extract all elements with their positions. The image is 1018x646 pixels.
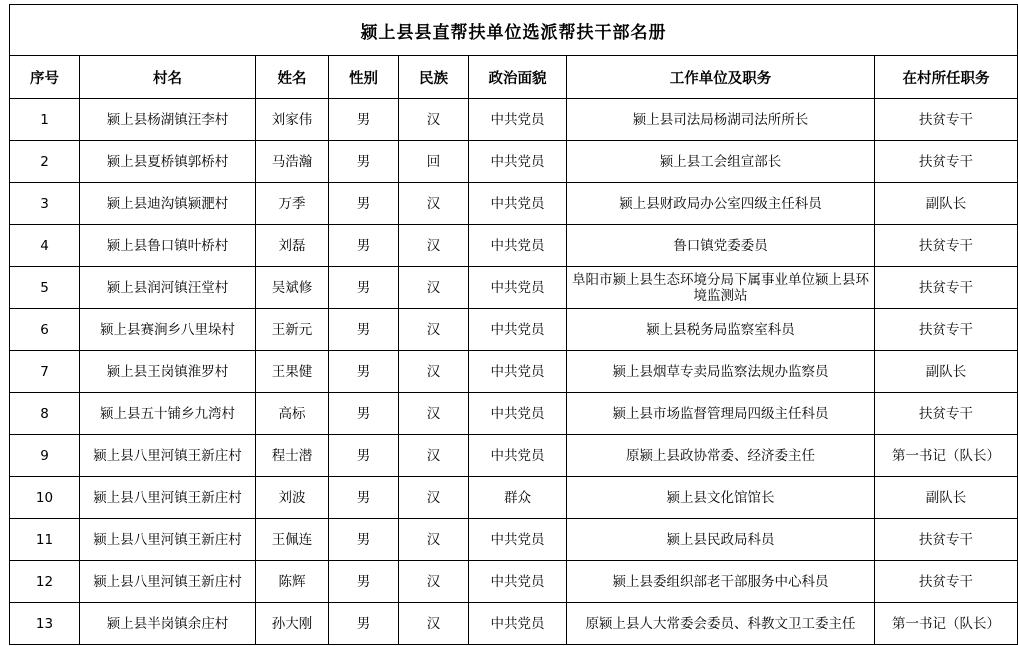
cell-village: 颍上县杨湖镇汪李村 bbox=[80, 99, 256, 141]
cell-ethnicity: 汉 bbox=[399, 435, 469, 477]
cell-gender: 男 bbox=[329, 393, 399, 435]
cell-village-role: 扶贫专干 bbox=[875, 309, 1018, 351]
cell-work-unit: 颍上县财政局办公室四级主任科员 bbox=[567, 183, 875, 225]
table-row bbox=[10, 141, 1018, 183]
header-ethnicity: 民族 bbox=[399, 56, 469, 99]
cell-ethnicity: 汉 bbox=[399, 309, 469, 351]
table-row bbox=[10, 561, 1018, 603]
cell-village: 颍上县迪沟镇颍淝村 bbox=[80, 183, 256, 225]
cell-gender: 男 bbox=[329, 435, 399, 477]
cell-index: 2 bbox=[10, 141, 80, 183]
cell-name: 马浩瀚 bbox=[256, 141, 329, 183]
cell-village-role: 扶贫专干 bbox=[875, 393, 1018, 435]
cell-village-role: 扶贫专干 bbox=[875, 141, 1018, 183]
header-row bbox=[10, 56, 1018, 99]
cell-village: 颍上县赛涧乡八里垛村 bbox=[80, 309, 256, 351]
header-gender: 性别 bbox=[329, 56, 399, 99]
cell-index: 6 bbox=[10, 309, 80, 351]
cell-village-role: 扶贫专干 bbox=[875, 99, 1018, 141]
cell-name: 吴斌修 bbox=[256, 267, 329, 309]
cell-ethnicity: 汉 bbox=[399, 267, 469, 309]
header-village-role: 在村所任职务 bbox=[875, 56, 1018, 99]
cell-work-unit: 鲁口镇党委委员 bbox=[567, 225, 875, 267]
header-index: 序号 bbox=[10, 56, 80, 99]
cell-ethnicity: 汉 bbox=[399, 561, 469, 603]
cell-index: 9 bbox=[10, 435, 80, 477]
cell-ethnicity: 汉 bbox=[399, 519, 469, 561]
cell-village: 颍上县八里河镇王新庄村 bbox=[80, 477, 256, 519]
header-name: 姓名 bbox=[256, 56, 329, 99]
cell-gender: 男 bbox=[329, 183, 399, 225]
cell-village: 颍上县王岗镇淮罗村 bbox=[80, 351, 256, 393]
cell-gender: 男 bbox=[329, 99, 399, 141]
title-row bbox=[10, 5, 1018, 56]
cell-gender: 男 bbox=[329, 225, 399, 267]
cell-index: 13 bbox=[10, 603, 80, 645]
cell-political-status: 中共党员 bbox=[469, 561, 567, 603]
table-row bbox=[10, 351, 1018, 393]
cell-work-unit: 颍上县税务局监察室科员 bbox=[567, 309, 875, 351]
header-village: 村名 bbox=[80, 56, 256, 99]
cell-work-unit: 阜阳市颍上县生态环境分局下属事业单位颍上县环境监测站 bbox=[567, 267, 875, 309]
cell-work-unit: 颍上县委组织部老干部服务中心科员 bbox=[567, 561, 875, 603]
cell-gender: 男 bbox=[329, 351, 399, 393]
cell-village: 颍上县八里河镇王新庄村 bbox=[80, 435, 256, 477]
cell-index: 7 bbox=[10, 351, 80, 393]
cell-work-unit: 原颍上县人大常委会委员、科教文卫工委主任 bbox=[567, 603, 875, 645]
cell-name: 刘磊 bbox=[256, 225, 329, 267]
cell-political-status: 中共党员 bbox=[469, 519, 567, 561]
cell-name: 王果健 bbox=[256, 351, 329, 393]
cell-village: 颍上县润河镇汪堂村 bbox=[80, 267, 256, 309]
cell-political-status: 中共党员 bbox=[469, 99, 567, 141]
cell-work-unit: 颍上县烟草专卖局监察法规办监察员 bbox=[567, 351, 875, 393]
table-row bbox=[10, 519, 1018, 561]
cell-index: 12 bbox=[10, 561, 80, 603]
cell-political-status: 中共党员 bbox=[469, 435, 567, 477]
cell-name: 刘波 bbox=[256, 477, 329, 519]
cell-name: 孙大刚 bbox=[256, 603, 329, 645]
cell-village: 颍上县夏桥镇郭桥村 bbox=[80, 141, 256, 183]
cell-village-role: 扶贫专干 bbox=[875, 225, 1018, 267]
table-row bbox=[10, 183, 1018, 225]
cadre-roster-table bbox=[9, 4, 1018, 645]
cell-village-role: 扶贫专干 bbox=[875, 561, 1018, 603]
cell-village-role: 副队长 bbox=[875, 477, 1018, 519]
table-row bbox=[10, 267, 1018, 309]
cell-work-unit: 颍上县文化馆馆长 bbox=[567, 477, 875, 519]
cell-ethnicity: 汉 bbox=[399, 183, 469, 225]
cell-political-status: 中共党员 bbox=[469, 309, 567, 351]
cell-index: 8 bbox=[10, 393, 80, 435]
cell-gender: 男 bbox=[329, 477, 399, 519]
cell-work-unit: 颍上县市场监督管理局四级主任科员 bbox=[567, 393, 875, 435]
cell-political-status: 中共党员 bbox=[469, 225, 567, 267]
cell-political-status: 中共党员 bbox=[469, 267, 567, 309]
cell-political-status: 中共党员 bbox=[469, 603, 567, 645]
cell-village-role: 第一书记（队长） bbox=[875, 603, 1018, 645]
cell-name: 王新元 bbox=[256, 309, 329, 351]
cell-ethnicity: 汉 bbox=[399, 393, 469, 435]
cell-political-status: 中共党员 bbox=[469, 141, 567, 183]
cell-ethnicity: 汉 bbox=[399, 351, 469, 393]
cell-ethnicity: 汉 bbox=[399, 99, 469, 141]
cell-name: 程士潜 bbox=[256, 435, 329, 477]
table-row bbox=[10, 393, 1018, 435]
cell-village-role: 扶贫专干 bbox=[875, 267, 1018, 309]
cell-work-unit: 颍上县民政局科员 bbox=[567, 519, 875, 561]
cell-village: 颍上县五十铺乡九湾村 bbox=[80, 393, 256, 435]
cell-index: 5 bbox=[10, 267, 80, 309]
cell-name: 高标 bbox=[256, 393, 329, 435]
cell-gender: 男 bbox=[329, 561, 399, 603]
cell-village: 颍上县鲁口镇叶桥村 bbox=[80, 225, 256, 267]
cell-ethnicity: 汉 bbox=[399, 603, 469, 645]
table-row bbox=[10, 435, 1018, 477]
table-row bbox=[10, 99, 1018, 141]
cell-index: 1 bbox=[10, 99, 80, 141]
cell-gender: 男 bbox=[329, 603, 399, 645]
cell-gender: 男 bbox=[329, 141, 399, 183]
cell-work-unit: 颍上县司法局杨湖司法所所长 bbox=[567, 99, 875, 141]
cell-gender: 男 bbox=[329, 309, 399, 351]
cell-village: 颍上县八里河镇王新庄村 bbox=[80, 561, 256, 603]
cell-name: 刘家伟 bbox=[256, 99, 329, 141]
cell-village-role: 副队长 bbox=[875, 183, 1018, 225]
header-political-status: 政治面貌 bbox=[469, 56, 567, 99]
cell-name: 万季 bbox=[256, 183, 329, 225]
cell-index: 11 bbox=[10, 519, 80, 561]
cell-name: 王佩连 bbox=[256, 519, 329, 561]
cell-ethnicity: 汉 bbox=[399, 225, 469, 267]
cell-political-status: 中共党员 bbox=[469, 183, 567, 225]
cell-ethnicity: 汉 bbox=[399, 477, 469, 519]
table-row bbox=[10, 477, 1018, 519]
cell-village: 颍上县半岗镇余庄村 bbox=[80, 603, 256, 645]
cell-village: 颍上县八里河镇王新庄村 bbox=[80, 519, 256, 561]
cell-index: 4 bbox=[10, 225, 80, 267]
cell-village-role: 副队长 bbox=[875, 351, 1018, 393]
cell-index: 10 bbox=[10, 477, 80, 519]
cell-gender: 男 bbox=[329, 267, 399, 309]
header-work-unit: 工作单位及职务 bbox=[567, 56, 875, 99]
table-row bbox=[10, 309, 1018, 351]
table-body bbox=[10, 99, 1018, 645]
cell-political-status: 中共党员 bbox=[469, 351, 567, 393]
cell-name: 陈辉 bbox=[256, 561, 329, 603]
table-row bbox=[10, 603, 1018, 645]
cell-village-role: 扶贫专干 bbox=[875, 519, 1018, 561]
cell-index: 3 bbox=[10, 183, 80, 225]
cell-work-unit: 原颍上县政协常委、经济委主任 bbox=[567, 435, 875, 477]
table-title: 颍上县县直帮扶单位选派帮扶干部名册 bbox=[10, 5, 1018, 56]
table-row bbox=[10, 225, 1018, 267]
cell-work-unit: 颍上县工会组宣部长 bbox=[567, 141, 875, 183]
cell-village-role: 第一书记（队长） bbox=[875, 435, 1018, 477]
cell-political-status: 群众 bbox=[469, 477, 567, 519]
cell-ethnicity: 回 bbox=[399, 141, 469, 183]
cell-gender: 男 bbox=[329, 519, 399, 561]
cell-political-status: 中共党员 bbox=[469, 393, 567, 435]
